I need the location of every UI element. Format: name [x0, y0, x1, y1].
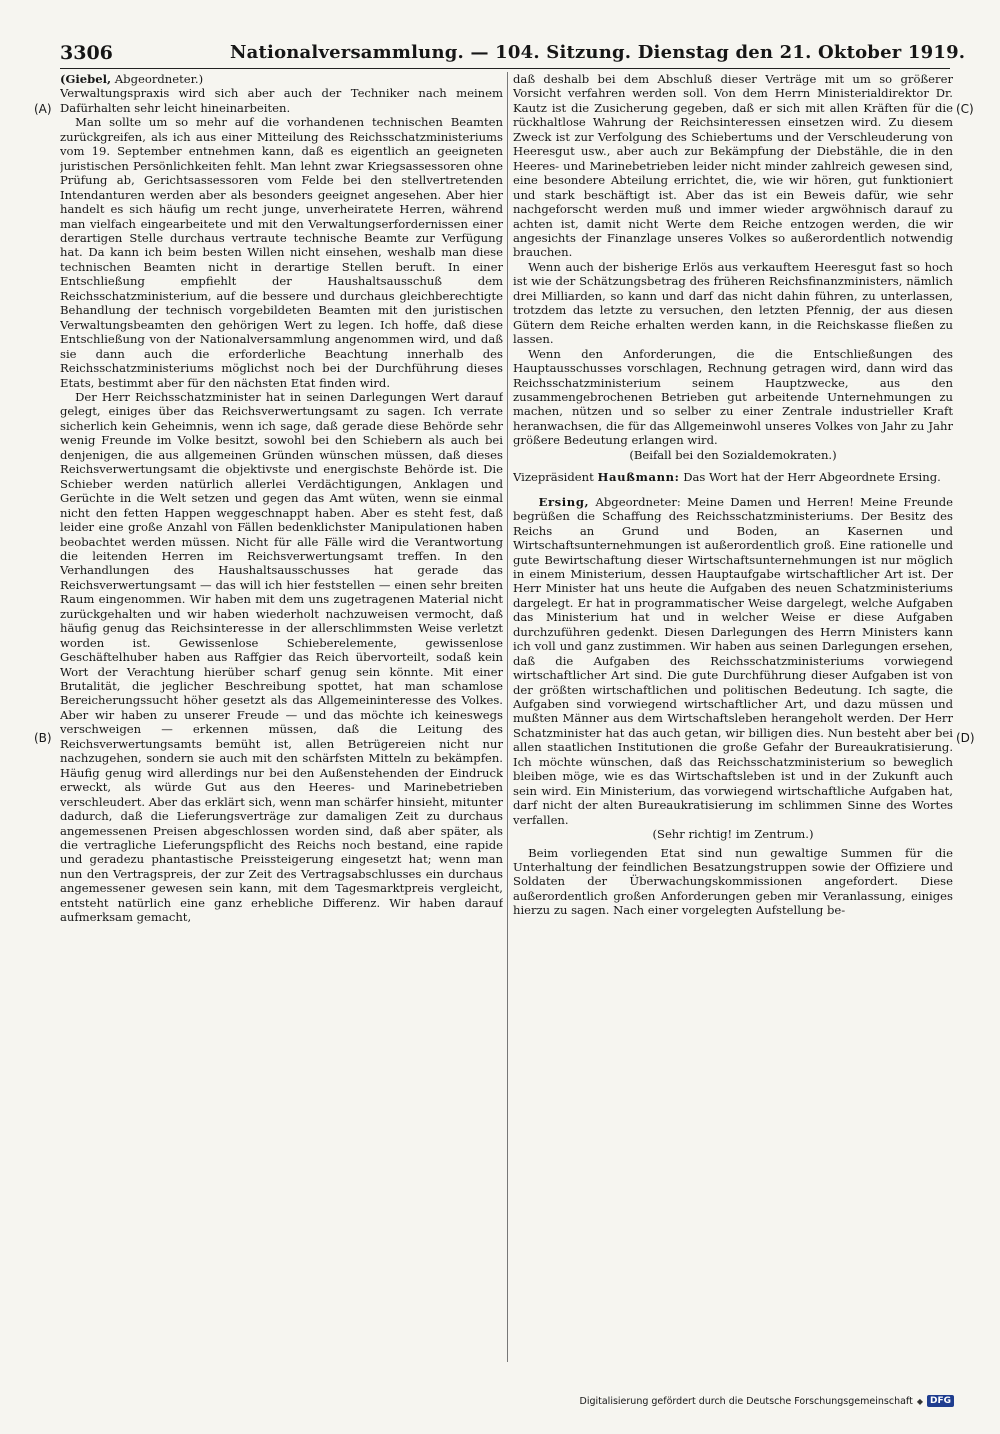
- paragraph: Wenn den Anforderungen, die die Entschließungen des Hauptausschusses vorschlagen, Rechnung getragen wird, dann wird das Reichsschatzministerium seinem Hauptzwecke, aus den zusammengebrochenen Betrieben gut arbeitende Unternehmungen zu machen, nützen und so selber zu einer Zentrale industrieller Kraft heranwachsen, die für das Allgemeinwohl unseres Volkes von Jahr zu Jahr größere Bedeutung erlangen wird.: [513, 346, 953, 448]
- margin-mark-a: (A): [34, 102, 52, 116]
- margin-mark-b: (B): [34, 731, 52, 745]
- footer-text: Digitalisierung gefördert durch die Deutsche Forschungsgemeinschaft: [579, 1395, 913, 1407]
- column-divider: [507, 72, 508, 1362]
- speaker-note-role: Abgeordneter.): [114, 72, 204, 86]
- paragraph: Beim vorliegenden Etat sind nun gewaltige Summen für die Unterhaltung der feindlichen Besatzungstruppen sowie der Offiziere und Soldaten der Überwachungskommissionen angefordert. Diese außerordentlich großen Anforderungen geben mir Veranlassung, einiges hierzu zu sagen. Nach einer vorgelegten Aufstellung be-: [513, 845, 953, 918]
- page-number: 3306: [60, 42, 113, 64]
- digitization-footer: [580, 1395, 954, 1407]
- speaker-name: Ersing,: [538, 494, 590, 509]
- margin-mark-d: (D): [956, 731, 975, 745]
- paragraph: Wenn auch der bisherige Erlös aus verkauftem Heeresgut fast so hoch ist wie der Schätzungsbetrag des früheren Reichsfinanzministers, nämlich drei Milliarden, so kann und darf das nicht dahin führen, zu unterlassen, trotzdem das letzte zu versuchen, den letzten Pfennig, der aus diesen Gütern dem Reiche erhalten werden kann, in die Reichskasse fließen zu lassen.: [513, 259, 953, 347]
- vp-title: Vizepräsident: [513, 470, 594, 485]
- dfg-logo: DFG: [927, 1395, 954, 1407]
- speaker-note: [60, 72, 503, 86]
- diamond-icon: ◆: [916, 1396, 923, 1406]
- margin-mark-c: (C): [956, 102, 974, 116]
- interjection: (Beifall bei den Sozialdemokraten.): [629, 447, 837, 462]
- vp-name: Haußmann:: [597, 470, 680, 485]
- paragraph: Man sollte um so mehr auf die vorhandenen technischen Beamten zurückgreifen, als ich aus einer Mitteilung des Reichsschatzministeriums vom 19. September entnehmen kann, daß es eigentlich an geeigneten juristischen Persönlichkeiten fehlt. Man lehnt zwar Kriegsassessoren ohne Prüfung ab, Gerichtsassessoren vom Felde bei den stellvertretenden Intendanturen werden aber als besonders geeignet angesehen. Aber hier handelt es sich häufig um recht junge, unverheiratete Herren, während man vielfach eingearbeitete und mit den Verwaltungserfordernissen einer derartigen Stelle durchaus vertraute technische Beamte zur Verfügung hat. Da kann ich beim besten Willen nicht einsehen, weshalb man diese technischen Beamten nicht in derartige Stellen beruft. In einer Entschließung empfiehlt der Haushaltsausschuß dem Reichsschatzministerium, auf die bessere und durchaus gleichberechtigte Behandlung der technisch vorgebildeten Beamten mit den juristischen Verwaltungsbeamten den gehörigen Wert zu legen. Ich hoffe, daß diese Entschließung von der Nationalversammlung angenommen wird, und daß sie dann auch die erforderliche Beachtung innerhalb des Reichsschatzministeriums möglichst noch bei der Durchführung dieses Etats, bestimmt aber für den nächsten Etat finden wird.: [60, 115, 503, 390]
- speech-text: Abgeordneter: Meine Damen und Herren! Meine Freunde begrüßen die Schaffung des Reichsschatzministeriums. Der Besitz des Reichs an Grund und Boden, an Kasernen und Wirtschaftsunternehmungen ist außerordentlich groß. Eine rationelle und gute Bewirtschaftung dieser Wirtschaftsunternehmungen ist nur möglich in einem Ministerium, dessen Hauptaufgabe wirtschaftlicher Art ist. Der Herr Minister hat uns heute die Aufgaben des neuen Schatzministeriums dargelegt. Er hat in programmatischer Weise dargelegt, welche Aufgaben das Ministerium hat und in welcher Weise er diese Aufgaben durchzuführen gedenkt. Diesen Darlegungen des Herrn Ministers kann ich voll und ganz zustimmen. Wir haben aus seinen Darlegungen ersehen, daß die Aufgaben des Reichsschatzministeriums vorwiegend wirtschaftlicher Art sind. Die gute Durchführung dieser Aufgaben ist von der größten wirtschaftlichen und politischen Bedeutung. Ich sagte, die Aufgaben sind vorwiegend wirtschaftlicher Art, und dazu müssen und mußten Männer aus dem Wirtschaftsleben herangeholt werden. Der Herr Schatzminister hat das auch getan, wir billigen dies. Nun besteht aber bei allen staatlichen Institutionen die große Gefahr der Bureaukratisierung. Ich möchte wünschen, daß das Reichsschatzministerium so beweglich bleiben möge, wie es das Wirtschaftsleben ist und in der Zukunft auch sein wird. Ein Ministerium, das vorwiegend wirtschaftliche Aufgaben hat, darf nicht der alten Bureaukratisierung im schlimmen Sinne des Wortes verfallen.: [513, 494, 953, 827]
- paragraph: Der Herr Reichsschatzminister hat in seinen Darlegungen Wert darauf gelegt, einiges über das Reichsverwertungsamt zu sagen. Ich verrate sicherlich kein Geheimnis, wenn ich sage, daß gerade diese Behörde sehr wenig Freunde im Volke besitzt, sowohl bei den Schiebern als auch bei denjenigen, die aus allgemeinen Gründen wünschen müssen, daß dieses Reichsverwertungsamt die objektivste und energischste Behörde ist. Die Schieber werden natürlich allerlei Verdächtigungen, Anklagen und Gerüchte in die Welt setzen und gegen das Amt wüten, wenn sie einmal nicht den fetten Happen weggeschnappt haben. Aber es steht fest, daß leider eine große Anzahl von Fällen bedenklichster Manipulationen haben beobachtet werden müssen. Nicht für alle Fälle wird die Verantwortung die leitenden Herren im Reichsverwertungsamt treffen. In den Verhandlungen des Haushaltsausschusses hat gerade das Reichsverwertungsamt — das will ich hier feststellen — einen sehr breiten Raum eingenommen. Wir haben mit dem uns zugetragenen Material nicht zurückgehalten und wir haben wiederholt nachzuweisen vermocht, daß häufig genug das Reichsinteresse in der allerschlimmsten Weise verletzt worden ist. Gewissenlose Schieberelemente, gewissenlose Geschäftelhuber haben aus Raffgier das Reich übervorteilt, sodaß kein Wort der Verachtung hierüber scharf genug sein könnte. Mit einer Brutalität, die jeglicher Beschreibung spottet, hat man schamlose Bereicherungssucht höher gesetzt als das Allgemeininteresse des Volkes. Aber wir haben zu unserer Freude — und das möchte ich keineswegs verschweigen — erkennen müssen, daß die Leitung des Reichsverwertungsamts bemüht ist, allen Betrügereien nicht nur nachzugehen, sondern sie auch mit den schärfsten Mitteln zu bekämpfen. Häufig genug wird allerdings nur bei den Außenstehenden der Eindruck erweckt, als würde Gut aus den Heeres- und Marinebetrieben verschleudert. Aber das erklärt sich, wenn man schärfer hinsieht, mitunter dadurch, daß die Lieferungsverträge zur damaligen Zeit zu durchaus angemessenen Preisen abgeschlossen worden sind, daß aber später, als die vertragliche Lieferungspflicht des Reichs noch bestand, eine rapide und geradezu phantastische Preissteigerung eingesetzt hat; wenn man nun den Vertragspreis, der zur Zeit des Vertragsabschlusses ein durchaus angemessener gewesen sein kann, mit dem Tagesmarktpreis vergleicht, entsteht natürlich eine ganz erhebliche Differenz. Wir haben darauf aufmerksam gemacht,: [60, 389, 503, 925]
- speech-opening: [513, 495, 953, 827]
- left-column: [60, 72, 503, 1362]
- right-column: [513, 72, 953, 1362]
- paragraph: daß deshalb bei dem Abschluß dieser Verträge mit um so größerer Vorsicht verfahren werden soll. Von dem Herrn Ministerialdirektor Dr. Kautz ist die Zusicherung gegeben, daß er sich mit allen Kräften für die rückhaltlose Wahrung der Reichsinteressen einsetzen wird. Zu diesem Zweck ist zur Verfolgung des Schiebertums und der Verschleuderung von Heeresgut usw., aber auch zur Bekämpfung der Diebstähle, die in den Heeres- und Marinebetrieben leider nicht minder zahlreich gewesen sind, eine besondere Abteilung errichtet, die, wie wir hören, gut funktioniert und stark beschäftigt ist. Aber das ist ein Beweis dafür, wie sehr nachgeforscht werden muß und immer wieder argwöhnisch darauf zu achten ist, damit nicht Werte dem Reiche entzogen werden, die wir angesichts der Finanzlage unseres Volkes so außerordentlich notwendig brauchen.: [513, 72, 953, 260]
- vice-president-statement: [513, 470, 953, 484]
- paragraph: Verwaltungspraxis wird sich aber auch der Techniker nach meinem Dafürhalten sehr leicht hineinarbeiten.: [60, 86, 503, 115]
- vp-text: Das Wort hat der Herr Abgeordnete Ersing.: [683, 470, 941, 485]
- speaker-note-name: (Giebel,: [60, 72, 112, 86]
- running-head: Nationalversammlung. — 104. Sitzung. Dienstag den 21. Oktober 1919.: [230, 42, 966, 63]
- interjection: (Sehr richtig! im Zentrum.): [652, 827, 814, 842]
- page-header: [60, 40, 966, 69]
